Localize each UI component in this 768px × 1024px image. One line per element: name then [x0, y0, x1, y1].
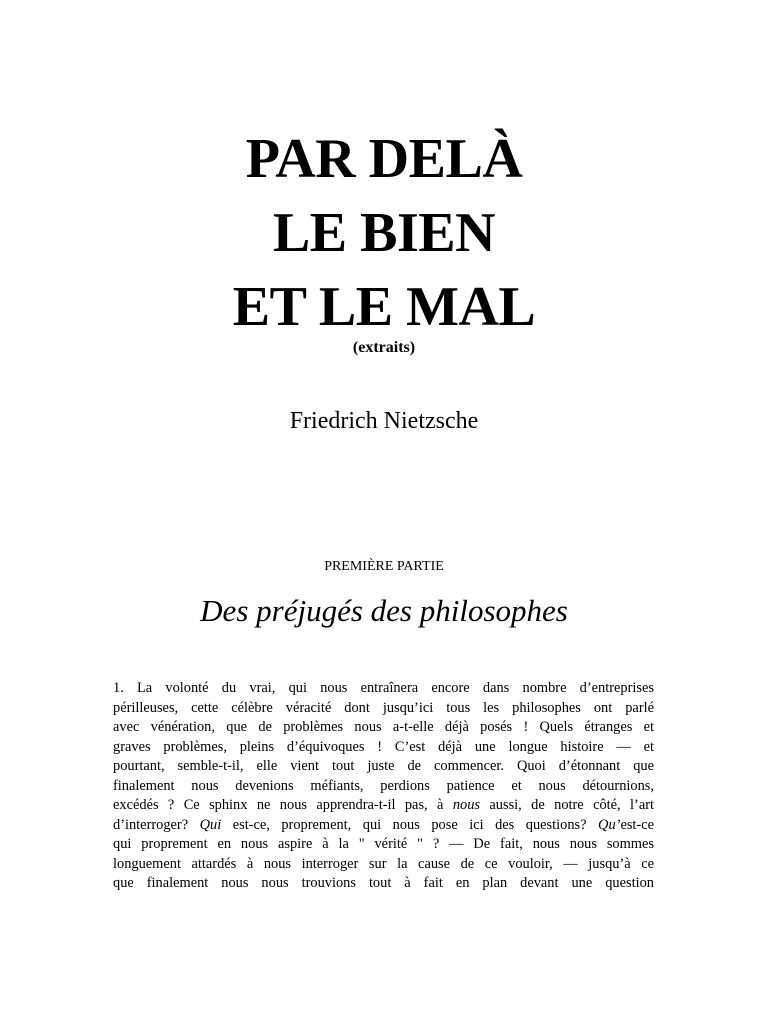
text-run: 1. La volonté du vrai, qui nous entraînera encore dans nombre d’entreprises [113, 680, 654, 696]
text-run: finalement nous devenions méfiants, perdions patience et nous détournions, [113, 777, 654, 794]
text-run: d’interroger? [113, 816, 200, 833]
text-run: excédés ? Ce sphinx ne nous apprendra-t-il pas, à [113, 797, 453, 813]
title-line-2: LE BIEN [272, 202, 496, 264]
text-run: avec vénération, que de problèmes nous a-t-elle déjà posés ! Quels étranges et [113, 719, 654, 735]
part-label: PREMIÈRE PARTIE [324, 559, 444, 574]
text-line [113, 835, 654, 855]
title-line-1: PAR DELÀ [245, 128, 523, 190]
text-run: est-ce [620, 816, 654, 833]
text-line [113, 855, 654, 875]
text-line [113, 738, 654, 758]
text-run: qui proprement en nous aspire à la " vérité " ? — De fait, nous nous sommes [113, 836, 654, 852]
italic-word: Qu’ [598, 816, 621, 833]
text-line [113, 816, 654, 836]
text-run: est-ce, proprement, qui nous pose ici des questions? [221, 816, 599, 833]
author-name: Friedrich Nietzsche [289, 408, 479, 434]
text-line [113, 718, 654, 738]
text-line [113, 699, 654, 719]
text-line [113, 874, 654, 894]
body-paragraph [113, 679, 654, 894]
text-line [113, 796, 654, 816]
book-subtitle: (extraits) [352, 339, 416, 356]
title-line-3: ET LE MAL [232, 276, 536, 338]
text-run: aussi, de notre côté, l’art [480, 797, 654, 813]
text-line [113, 757, 654, 777]
text-run: que finalement nous nous trouvions tout à fait en plan devant une question [113, 875, 654, 891]
text-run: pourtant, semble-t-il, elle vient tout juste de commencer. Quoi d’étonnant que [113, 758, 654, 774]
text-line [113, 777, 654, 797]
italic-word: Qui [199, 816, 222, 833]
text-run: longuement attardés à nous interroger sur la cause de ce vouloir, — jusqu’à ce [113, 855, 654, 872]
italic-word: nous [452, 797, 480, 813]
book-title [0, 122, 768, 344]
part-title: Des préjugés des philosophes [200, 593, 568, 628]
text-run: graves problèmes, pleins d’équivoques ! C’est déjà une longue histoire — et [113, 738, 654, 755]
text-line [113, 679, 654, 699]
text-run: périlleuses, cette célèbre véracité dont jusqu’ici tous les philosophes ont parlé [113, 699, 654, 716]
